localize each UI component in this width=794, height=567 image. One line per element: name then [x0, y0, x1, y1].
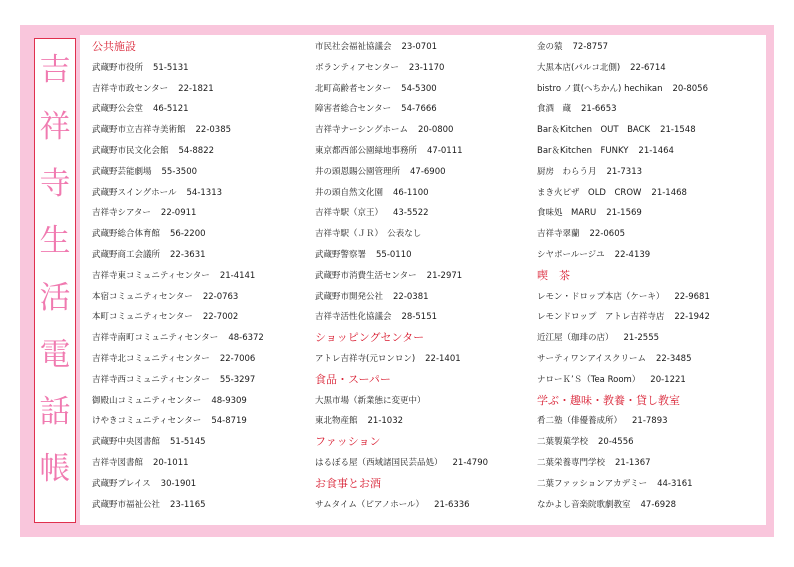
phone-number: 22-1401 — [425, 354, 461, 364]
title-char: 帳 — [39, 451, 71, 487]
entry-name: 武蔵野公会堂 — [92, 104, 144, 114]
phone-number: 47-0111 — [427, 146, 463, 156]
directory-entry — [92, 207, 196, 219]
directory-entry — [92, 395, 247, 407]
entry-name: レモンドロップ アトレ吉祥寺店 — [537, 312, 665, 322]
directory-entry — [537, 41, 608, 53]
entry-name: 金の猿 — [537, 42, 563, 52]
entry-name: はるぼる屋（西域諸国民芸品処） — [315, 458, 443, 468]
section-heading: 学ぶ・趣味・教養・貸し教室 — [537, 394, 680, 407]
entry-name: 武蔵野市立吉祥寺美術館 — [92, 125, 186, 135]
entry-name: 御殿山コミュニティセンター — [92, 396, 202, 406]
phone-number: 51-5145 — [170, 437, 206, 447]
phone-number: 21-2971 — [426, 271, 463, 281]
directory-entry — [92, 187, 222, 199]
entry-name: 障害者総合センター — [315, 104, 392, 114]
phone-number: 55-3297 — [219, 375, 256, 385]
phone-number: 20-1221 — [650, 375, 686, 385]
phone-number: 21-1464 — [638, 146, 674, 156]
directory-entry — [315, 145, 463, 157]
entry-name: 二葉栄養専門学校 — [537, 458, 606, 468]
entry-name: Bar＆Kitchen OUT BACK — [537, 125, 651, 135]
entry-name: 二葉ファッションアカデミー — [537, 479, 648, 489]
entry-name: 武蔵野商工会議所 — [92, 250, 161, 260]
phone-number: 46-1100 — [393, 188, 429, 198]
phone-number: 47-6928 — [640, 500, 677, 510]
title-char: 寺 — [39, 166, 71, 202]
directory-entry — [315, 62, 444, 74]
phone-number: 56-2200 — [170, 229, 206, 239]
entry-name: 厨房 わらう月 — [537, 167, 597, 177]
entry-name: 吉祥寺東コミュニティセンター — [92, 271, 210, 281]
directory-entry — [537, 228, 625, 240]
directory-entry — [315, 270, 462, 282]
title-char: 祥 — [39, 109, 71, 145]
directory-entry — [315, 415, 403, 427]
phone-number: 22-6714 — [630, 63, 666, 73]
entry-name: サーティワンアイスクリーム — [537, 354, 646, 364]
directory-entry — [537, 249, 650, 261]
phone-number: 54-7666 — [401, 104, 437, 114]
phone-number: 22-7006 — [219, 354, 256, 364]
directory-entry — [92, 332, 264, 344]
directory-entry — [92, 436, 206, 448]
entry-name: 吉祥寺市政センター — [92, 84, 169, 94]
entry-name: 武蔵野中央図書館 — [92, 437, 161, 447]
phone-number: 21-1032 — [367, 416, 404, 426]
entry-name: 吉祥寺活性化協議会 — [315, 312, 392, 322]
directory-entry — [537, 332, 659, 344]
entry-name: 武蔵野市民文化会館 — [92, 146, 169, 156]
phone-number: 21-2555 — [623, 333, 660, 343]
entry-name: 肴二塾（俳優養成所） — [537, 416, 623, 426]
directory-entry — [315, 353, 461, 365]
entry-name: 吉祥寺南町コミュニティセンター — [92, 333, 219, 343]
directory-entry — [92, 270, 255, 282]
phone-number: 22-0381 — [393, 292, 429, 302]
directory-entry — [92, 103, 189, 115]
phone-number: 21-4790 — [452, 458, 489, 468]
entry-name: 井の頭自然文化園 — [315, 188, 384, 198]
entry-name: 大黒市場（新業態に変更中） — [315, 396, 426, 406]
entry-name: サムタイム（ピアノホール） — [315, 500, 425, 510]
phone-number: 22-1821 — [178, 84, 214, 94]
directory-entry — [315, 166, 446, 178]
entry-name: Bar＆Kitchen FUNKY — [537, 146, 629, 156]
entry-name: 吉祥寺翠蘭 — [537, 229, 580, 239]
directory-entry — [92, 457, 189, 469]
entry-name: bistro ノ貫(へちかん) hechikan — [537, 84, 663, 94]
entry-name: 東北物産館 — [315, 416, 358, 426]
entry-name: 吉祥寺西コミュニティセンター — [92, 375, 210, 385]
directory-entry — [537, 311, 710, 323]
entry-name: 吉祥寺シアター — [92, 208, 151, 218]
section-heading: 食品・スーパー — [315, 373, 391, 386]
directory-entry — [92, 415, 247, 427]
entry-name: 吉祥寺北コミュニティセンター — [92, 354, 210, 364]
section-heading: ショッピングセンター — [315, 331, 425, 344]
phone-number: 21-7893 — [632, 416, 668, 426]
directory-entry — [537, 124, 696, 136]
directory-entry — [92, 145, 214, 157]
directory-entry — [92, 228, 206, 240]
phone-number: 21-4141 — [219, 271, 256, 281]
entry-name: 本町コミュニティセンター — [92, 312, 193, 322]
phone-number: 21-1569 — [606, 208, 642, 218]
phone-number: 20-0800 — [417, 125, 454, 135]
directory-entry — [92, 62, 189, 74]
phone-number: 72-8757 — [572, 42, 609, 52]
directory-entry — [537, 457, 651, 469]
phone-number: 22-3631 — [170, 250, 206, 260]
entry-name: 武蔵野市開発公社 — [315, 292, 384, 302]
entry-name: 武蔵野市福祉公社 — [92, 500, 161, 510]
phone-number: 22-7002 — [202, 312, 239, 322]
title-char: 電 — [39, 337, 71, 373]
directory-entry — [92, 311, 238, 323]
phone-number: 23-1170 — [408, 63, 445, 73]
phone-number: 30-1901 — [160, 479, 197, 489]
entry-name: 吉祥寺駅（ＪＲ） 公表なし — [315, 229, 422, 239]
phone-number: 54-1313 — [186, 188, 223, 198]
directory-entry — [92, 374, 255, 386]
entry-name: アトレ吉祥寺(元ロンロン) — [315, 354, 416, 364]
phone-number: 23-0701 — [401, 42, 438, 52]
vertical-title — [34, 38, 76, 523]
phone-number: 54-8822 — [178, 146, 215, 156]
directory-entry — [315, 41, 437, 53]
entry-name: レモン・ドロップ本店（ケーキ） — [537, 292, 665, 302]
directory-entry — [315, 83, 437, 95]
phone-number: 21-1367 — [615, 458, 651, 468]
phone-number: 22-4139 — [614, 250, 651, 260]
phone-number: 51-5131 — [153, 63, 189, 73]
directory-entry — [537, 353, 692, 365]
phone-number: 22-0605 — [589, 229, 626, 239]
phone-number: 22-9681 — [674, 292, 710, 302]
section-heading: 公共施設 — [92, 40, 136, 53]
entry-name: 市民社会福祉協議会 — [315, 42, 392, 52]
directory-entry — [537, 374, 686, 386]
directory-entry — [537, 62, 666, 74]
directory-entry — [537, 415, 668, 427]
phone-number: 44-3161 — [657, 479, 693, 489]
entry-name: 吉祥寺ナーシングホーム — [315, 125, 408, 135]
phone-number: 54-8719 — [211, 416, 247, 426]
directory-entry — [92, 353, 255, 365]
entry-name: まき火ピザ OLD CROW — [537, 188, 642, 198]
entry-name: 北町高齢者センター — [315, 84, 392, 94]
directory-entry — [92, 124, 231, 136]
entry-name: 二葉製菓学校 — [537, 437, 589, 447]
directory-entry — [537, 291, 710, 303]
directory-entry — [537, 83, 708, 95]
entry-name: 井の頭恩賜公園管理所 — [315, 167, 401, 177]
directory-entry — [315, 311, 437, 323]
entry-name: 吉祥寺図書館 — [92, 458, 144, 468]
entry-name: ナローＫ’Ｓ（Tea Room） — [537, 375, 641, 385]
phone-number: 48-6372 — [228, 333, 264, 343]
title-char: 話 — [39, 394, 71, 430]
title-char: 生 — [39, 223, 71, 259]
entry-name: 武蔵野警察署 — [315, 250, 367, 260]
entry-name: 吉祥寺駅（京王） — [315, 208, 384, 218]
directory-entry — [537, 187, 687, 199]
entry-name: 武蔵野プレイス — [92, 479, 151, 489]
phone-number: 55-0110 — [376, 250, 412, 260]
entry-name: 大黒本店(パルコ北側) — [537, 63, 621, 73]
phone-number: 22-0763 — [202, 292, 239, 302]
phone-number: 54-5300 — [401, 84, 437, 94]
title-char: 活 — [39, 280, 71, 316]
phone-number: 23-1165 — [170, 500, 206, 510]
directory-entry — [315, 187, 429, 199]
entry-name: 東京都西部公園緑地事務所 — [315, 146, 418, 156]
phone-number: 21-7313 — [606, 167, 643, 177]
directory-entry — [315, 249, 412, 261]
phone-number: 22-0911 — [160, 208, 197, 218]
title-char: 吉 — [39, 52, 71, 88]
directory-entry — [92, 499, 206, 511]
directory-entry — [537, 499, 676, 511]
phone-number: 22-0385 — [195, 125, 232, 135]
entry-name: 武蔵野スイングホール — [92, 188, 177, 198]
entry-name: 武蔵野芸能劇場 — [92, 167, 152, 177]
directory-entry — [537, 103, 617, 115]
directory-entry — [92, 249, 206, 261]
phone-number: 20-8056 — [672, 84, 708, 94]
directory-entry — [315, 228, 421, 240]
section-heading: お食事とお酒 — [315, 477, 381, 490]
entry-name: けやきコミュニティセンター — [92, 416, 202, 426]
phone-number: 21-1468 — [651, 188, 687, 198]
phone-number: 22-1942 — [674, 312, 710, 322]
entry-name: ボランティアセンター — [315, 63, 399, 73]
entry-name: 近江屋（珈琲の店） — [537, 333, 614, 343]
directory-entry — [315, 207, 429, 219]
phone-number: 47-6900 — [410, 167, 446, 177]
phone-number: 22-3485 — [655, 354, 692, 364]
entry-name: 武蔵野市消費生活センター — [315, 271, 417, 281]
directory-entry — [315, 124, 453, 136]
directory-entry — [315, 103, 437, 115]
phone-number: 28-5151 — [401, 312, 438, 322]
directory-entry — [92, 291, 238, 303]
entry-name: 武蔵野総合体育館 — [92, 229, 161, 239]
entry-name: シヤポールージユ — [537, 250, 605, 260]
section-heading: ファッション — [315, 435, 381, 448]
phone-number: 20-1011 — [153, 458, 189, 468]
directory-entry — [537, 207, 642, 219]
directory-entry — [537, 166, 642, 178]
phone-number: 46-5121 — [153, 104, 189, 114]
directory-entry — [537, 145, 674, 157]
directory-entry — [315, 291, 429, 303]
entry-name: 食酒 蔵 — [537, 104, 572, 114]
directory-entry — [537, 478, 693, 490]
phone-number: 55-3500 — [161, 167, 198, 177]
entry-name: 本宿コミュニティセンター — [92, 292, 193, 302]
phone-number: 21-6653 — [581, 104, 617, 114]
section-heading: 喫 茶 — [537, 269, 570, 282]
phone-number: 43-5522 — [393, 208, 429, 218]
directory-entry — [315, 457, 488, 469]
directory-entry — [92, 166, 197, 178]
directory-entry — [537, 436, 634, 448]
entry-name: 武蔵野市役所 — [92, 63, 144, 73]
directory-entry — [92, 478, 196, 490]
directory-entry — [92, 83, 214, 95]
phone-number: 21-6336 — [434, 500, 470, 510]
entry-name: なかよし音楽院歌劇教室 — [537, 500, 631, 510]
entry-name: 食味処 MARU — [537, 208, 597, 218]
phone-number: 48-9309 — [211, 396, 247, 406]
phone-number: 21-1548 — [660, 125, 696, 135]
directory-entry — [315, 499, 470, 511]
phone-number: 20-4556 — [598, 437, 634, 447]
directory-entry — [315, 395, 426, 407]
